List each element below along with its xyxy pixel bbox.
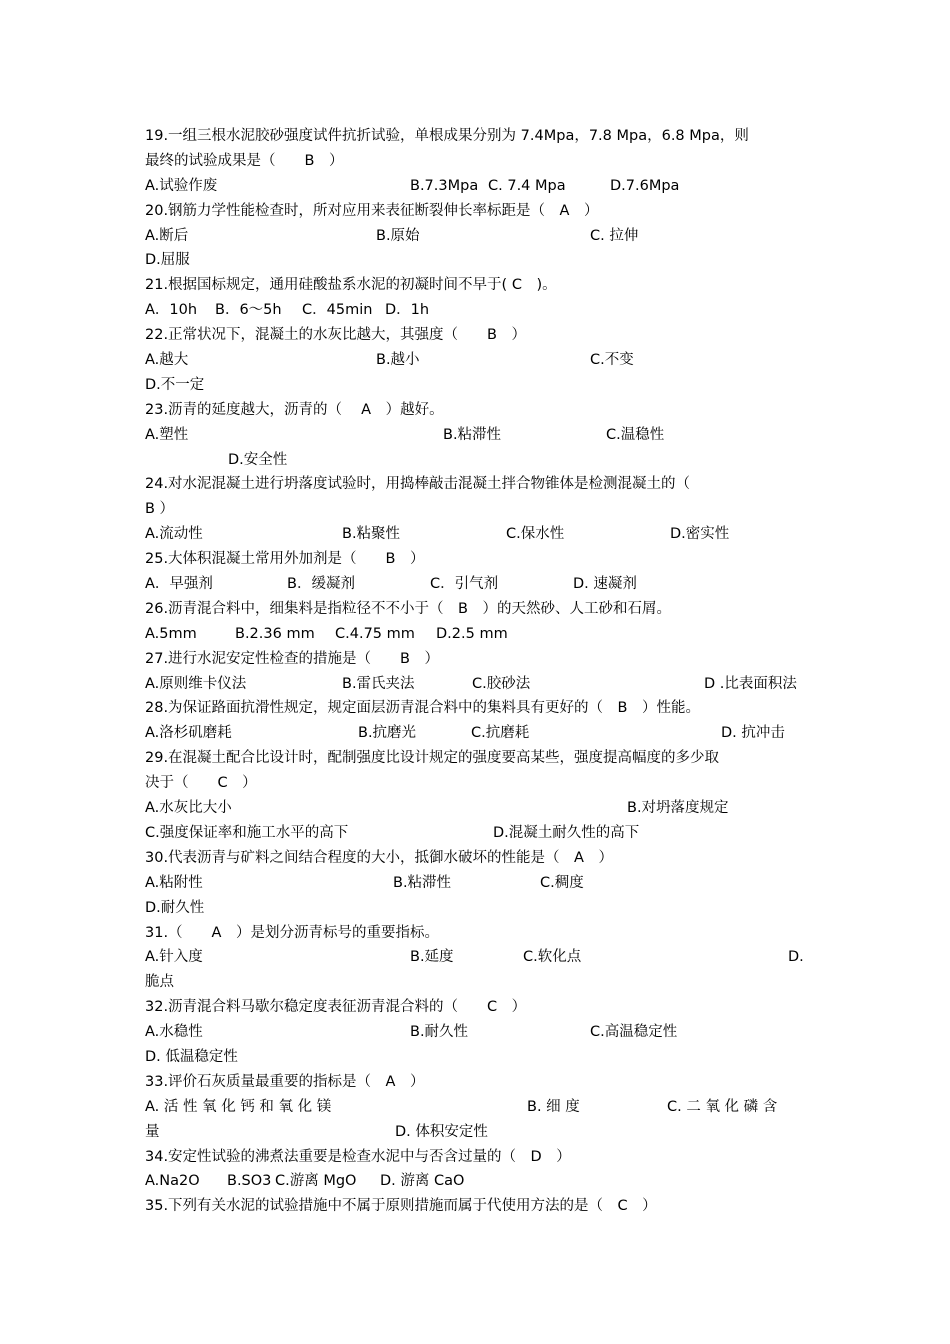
option-a: A. 活 性 氧 化 钙 和 氧 化 镁 (145, 1098, 332, 1115)
option-b: B.越小 (376, 352, 420, 369)
option-c: C.保水性 (506, 526, 565, 543)
option-d: D.安全性 (228, 451, 288, 468)
option-b: B.2.36 mm (235, 625, 315, 642)
question-24-options (145, 522, 807, 547)
option-a: A.水稳性 (145, 1024, 203, 1041)
question-29-options-cont (145, 821, 807, 846)
question-23-text: 23.沥青的延度越大，沥青的（ A ）越好。 (145, 401, 444, 418)
question-19-text-cont: 最终的试验成果是（ B ） (145, 152, 344, 169)
question-23-options-cont (145, 448, 807, 473)
option-c: C.高温稳定性 (590, 1024, 678, 1041)
option-b: B.延度 (410, 949, 454, 966)
question-30-options-cont (145, 896, 807, 921)
option-b: B.对坍落度规定 (627, 800, 729, 817)
question-30-text: 30.代表沥青与矿料之间结合程度的大小，抵御水破坏的性能是（ A ） (145, 849, 613, 866)
option-a: A.原则维卡仪法 (145, 675, 247, 692)
option-d: D．1h (385, 302, 430, 319)
option-c: C.不变 (590, 352, 634, 369)
option-c: C. 拉伸 (590, 227, 639, 244)
question-20-options-cont (145, 248, 807, 273)
option-a: A．早强剂 (145, 576, 213, 593)
option-b: B.雷氏夹法 (342, 675, 415, 692)
option-a: A.Na2O (145, 1173, 200, 1190)
question-list (145, 124, 807, 1219)
question-24-text: 24.对水泥混凝土进行坍落度试验时，用捣棒敲击混凝土拌合物锥体是检测混凝土的（ (145, 476, 691, 493)
option-d: D.不一定 (145, 376, 205, 393)
question-22-text: 22.正常状况下，混凝土的水灰比越大，其强度（ B ） (145, 327, 527, 344)
option-a: A.试验作废 (145, 177, 218, 194)
option-b: B．6～5h (215, 302, 282, 319)
question-33-options-cont (145, 1120, 807, 1145)
option-c: C.4.75 mm (335, 625, 415, 642)
option-c: C．45min (302, 302, 373, 319)
question-29-options (145, 796, 807, 821)
option-c: C. 二 氧 化 磷 含 (667, 1098, 778, 1115)
question-35-text: 35.下列有关水泥的试验措施中不属于原则措施而属于代使用方法的是（ C ） (145, 1198, 657, 1215)
option-d: D .比表面积法 (704, 675, 797, 692)
question-25-text: 25.大体积混凝土常用外加剂是（ B ） (145, 551, 425, 568)
question-27-text: 27.进行水泥安定性检查的措施是（ B ） (145, 650, 440, 667)
question-26-text: 26.沥青混合料中，细集料是指粒径不不小于（ B ）的天然砂、人工砂和石屑。 (145, 600, 672, 617)
option-c: C. 7.4 Mpa (488, 177, 566, 194)
option-b: B.原始 (376, 227, 420, 244)
question-23-options (145, 423, 807, 448)
option-b: B. 细 度 (527, 1098, 580, 1115)
option-d: D.2.5 mm (436, 625, 508, 642)
option-b: B.7.3Mpa (410, 177, 479, 194)
question-32-options-cont (145, 1045, 807, 1070)
option-c: C.强度保证率和施工水平的高下 (145, 824, 349, 841)
question-28-text: 28.为保证路面抗滑性规定，规定面层沥青混合料中的集料具有更好的（ B ）性能。 (145, 700, 701, 717)
option-a: A.越大 (145, 352, 189, 369)
option-c: C.胶砂法 (472, 675, 531, 692)
question-25-options (145, 572, 807, 597)
question-19-text: 19.一组三根水泥胶砂强度试件抗折试验，单根成果分别为 7.4Mpa，7.8 Mpa，6.8 Mpa，则 (145, 128, 749, 144)
question-34-text: 34.安定性试验的沸煮法重要是检查水泥中与否含过量的（ D ） (145, 1148, 571, 1165)
option-d: D.耐久性 (145, 899, 205, 916)
question-30-options (145, 871, 807, 896)
question-21-text: 21.根据国标规定，通用硅酸盐系水泥的初凝时间不早于( C )。 (145, 277, 557, 294)
option-b: B.SO3 (227, 1173, 272, 1190)
question-32-options (145, 1020, 807, 1045)
option-a: A.5mm (145, 625, 197, 642)
question-31-options-cont (145, 970, 807, 995)
option-a: A.水灰比大小 (145, 800, 232, 817)
question-26-options (145, 622, 807, 647)
question-32-text: 32.沥青混合料马歇尔稳定度表征沥青混合料的（ C ） (145, 999, 527, 1016)
option-c: C.抗磨耗 (471, 725, 530, 742)
option-d: D. 游离 CaO (380, 1173, 465, 1190)
question-22-options-cont (145, 373, 807, 398)
question-31-text: 31.（ A ）是划分沥青标号的重要指标。 (145, 924, 439, 941)
option-d: D. (788, 949, 804, 966)
option-d: D. 体积安定性 (395, 1123, 488, 1140)
question-19-options (145, 174, 807, 199)
option-a: A.塑性 (145, 426, 189, 443)
question-29-text: 29.在混凝土配合比设计时，配制强度比设计规定的强度要高某些，强度提高幅度的多少取 (145, 750, 720, 767)
option-a: A．10h (145, 302, 198, 319)
option-b: B.粘滞性 (443, 426, 502, 443)
option-a: A.粘附性 (145, 874, 203, 891)
question-21-options (145, 298, 807, 323)
question-31-options (145, 945, 807, 970)
option-b: B.抗磨光 (358, 725, 417, 742)
question-27-options (145, 672, 807, 697)
option-c: C.游离 MgO (275, 1173, 357, 1190)
question-20-options (145, 224, 807, 249)
question-34-options (145, 1169, 807, 1194)
option-d: D. 抗冲击 (721, 725, 785, 742)
option-b: B．缓凝剂 (287, 576, 355, 593)
option-d: D. 低温稳定性 (145, 1048, 238, 1065)
option-c: C.软化点 (523, 949, 582, 966)
question-28-options (145, 721, 807, 746)
option-d: D. 速凝剂 (573, 576, 637, 593)
option-b: B.粘聚性 (342, 526, 401, 543)
option-a: A.流动性 (145, 526, 203, 543)
option-c: C．引气剂 (430, 576, 499, 593)
option-d: D.屈服 (145, 252, 190, 269)
option-c-text: 量 (145, 1123, 160, 1140)
option-a: A.洛杉矶磨耗 (145, 725, 232, 742)
question-33-options (145, 1095, 807, 1120)
option-d: D.混凝土耐久性的高下 (493, 824, 640, 841)
option-b: B.粘滞性 (393, 874, 452, 891)
question-33-text: 33.评价石灰质量最重要的指标是（ A ） (145, 1073, 425, 1090)
option-c: C.稠度 (540, 874, 584, 891)
question-22-options (145, 348, 807, 373)
option-b: B.耐久性 (410, 1024, 469, 1041)
question-20-text: 20.钢筋力学性能检查时，所对应用来表征断裂伸长率标距是（ A ） (145, 202, 599, 219)
option-a: A.断后 (145, 227, 189, 244)
question-29-text-cont: 决于（ C ） (145, 775, 257, 792)
option-d-text: 脆点 (145, 974, 174, 991)
option-d: D.7.6Mpa (610, 177, 680, 194)
option-d: D.密实性 (670, 526, 730, 543)
question-24-text-cont: B ） (145, 501, 175, 518)
option-c: C.温稳性 (606, 426, 665, 443)
option-a: A.针入度 (145, 949, 203, 966)
